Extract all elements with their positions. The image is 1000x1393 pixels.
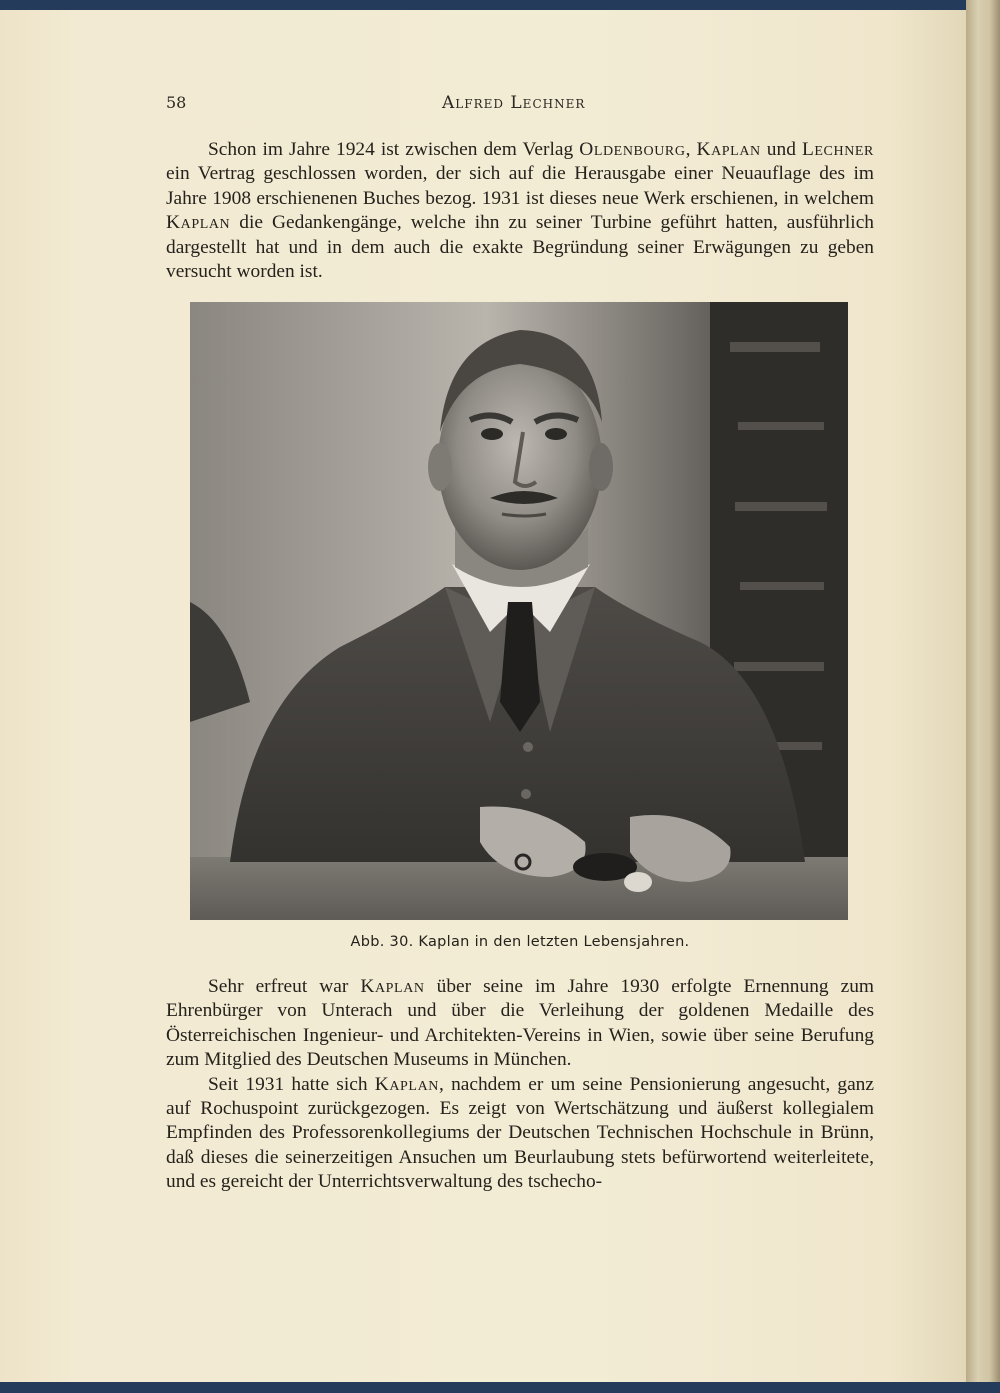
paragraph-1-text: die Gedankengänge, welche ihn zu seiner Turbine geführt hatten, ausführlich dargestellt hat und in dem auch die exakte Begründung seiner Erwägungen zu geben versucht worden ist. — [166, 212, 874, 283]
text-block-top — [166, 138, 874, 284]
figure-caption: Abb. 30. Kaplan in den letzten Lebensjahren. — [350, 934, 690, 950]
paragraph-1 — [166, 138, 874, 284]
portrait-photograph — [190, 302, 848, 920]
paragraph-1-text: ein Vertrag geschlossen worden, der sich auf die Herausgabe einer Neuauflage des im Jahre 1908 erschienenen Buches bezog. 1931 ist dieses neue Werk erschienen, in welchem — [166, 163, 874, 209]
name-kaplan: Kaplan — [696, 139, 761, 160]
running-title: Alfred Lechner — [442, 93, 586, 113]
name-lechner: Lechner — [801, 139, 874, 160]
book-gutter — [966, 0, 1000, 1393]
name-kaplan: Kaplan — [166, 212, 231, 234]
name-kaplan: Kaplan — [374, 1073, 440, 1095]
name-oldenbourg: Oldenbourg — [579, 139, 686, 160]
paragraph-1-text: , — [685, 139, 697, 160]
page-number: 58 — [166, 93, 187, 112]
portrait-image — [190, 302, 848, 920]
paragraph-2 — [166, 975, 874, 1073]
paragraph-2-text: über seine im Jahre 1930 erfolgte Ernennung zum Ehrenbürger von Unterach und über die Verleihung der goldenen Medaille des Österreichischen Ingenieur- und Architekten-Vereins in Wien, sowie über seine Berufung zum Mitglied des Deutschen Museums in München. — [166, 976, 874, 1071]
name-kaplan: Kaplan — [360, 976, 425, 997]
paragraph-3-text: Seit 1931 hatte sich — [208, 1073, 375, 1095]
paragraph-2-text: Sehr erfreut war — [208, 976, 361, 997]
paragraph-3-text: , nachdem er um seine Pensionierung angesucht, ganz auf Rochuspoint zurückgezogen. Es zeigt von Wertschätzung und äußerst kollegialem Empfinden des Professorenkollegiums der Deutschen Technischen Hochschule in Brünn, daß dieses die seinerzeitigen Ansuchen um Beurlaubung stets befürwortend weiterleitete, und es gereicht der Unterrichtsverwaltung des tschecho- — [166, 1073, 874, 1193]
paragraph-1-text: und — [760, 139, 802, 160]
text-block-bottom — [166, 975, 874, 1195]
cover-edge-bottom — [0, 1382, 1000, 1393]
paragraph-3 — [166, 1073, 874, 1195]
cover-edge-top — [0, 0, 1000, 10]
running-head — [166, 93, 872, 117]
paragraph-1-text: Schon im Jahre 1924 ist zwischen dem Verlag — [208, 139, 580, 160]
